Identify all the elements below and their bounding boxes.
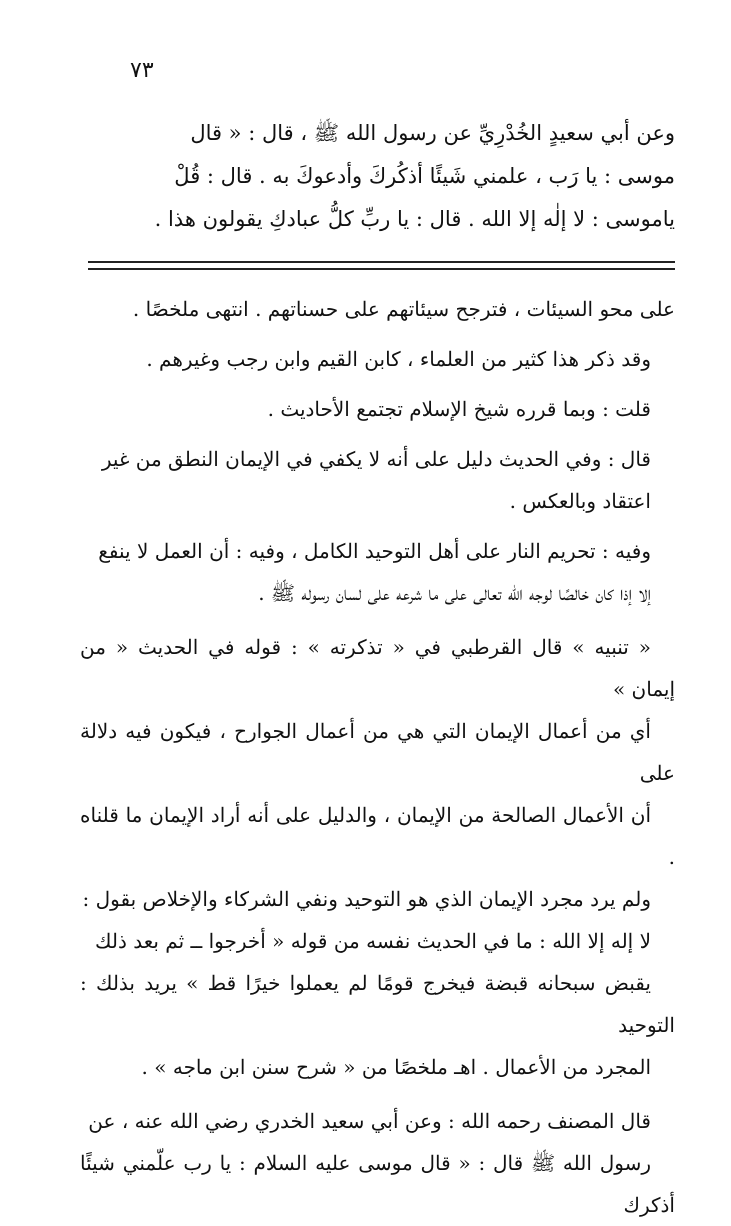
text-line: لا إله إلا الله : ما في الحديث نفسه من قوله « أخرجوا ــ ثم بعد ذلك <box>95 929 651 953</box>
main-text <box>80 288 675 1226</box>
text-line: المجرد من الأعمال . اهـ ملخصًا من « شرح سنن ابن ماجه » . <box>141 1055 651 1079</box>
paragraph-author-hadith <box>80 1100 675 1226</box>
text-line: ولم يرد مجرد الإيمان الذي هو التوحيد ونفي الشركاء والإخلاص بقول : <box>82 887 651 911</box>
text-line: إلا إذا كان خالصًا لوجه الله تعالى على ما شرعه على لسان رسوله ﷺ . <box>258 581 651 605</box>
page-number: ٧٣ <box>130 58 154 83</box>
text-line: على محو السيئات ، فترجح سيئاتهم على حسناتهم . انتهى ملخصًا . <box>132 297 675 321</box>
paragraph-note-qurtubi <box>80 626 675 1088</box>
top-quote-line: ياموسى : لا إلٰه إلا الله . قال : يا ربِّ كلُّ عبادكِ يقولون هذا . <box>154 207 675 231</box>
paragraph-tawhid <box>80 530 675 614</box>
text-line: اعتقاد وبالعكس . <box>509 489 651 513</box>
paragraph-scholars <box>80 338 675 380</box>
text-line: وفيه : تحريم النار على أهل التوحيد الكامل ، وفيه : أن العمل لا ينفع <box>98 539 651 563</box>
text-line: قال : وفي الحديث دليل على أنه لا يكفي في الإيمان النطق من غير <box>101 447 651 471</box>
paragraph-evidence <box>80 438 675 522</box>
text-line: أي من أعمال الإيمان التي هي من أعمال الجوارح ، فيكون فيه دلالة على <box>80 719 675 785</box>
text-line: وقد ذكر هذا كثير من العلماء ، كابن القيم وابن رجب وغيرهم . <box>146 347 651 371</box>
text-line: رسول الله ﷺ قال : « قال موسى عليه السلام : يا رب علّمني شيئًا أذكرك <box>80 1151 675 1217</box>
text-line: قال المصنف رحمه الله : وعن أبي سعيد الخدري رضي الله عنه ، عن <box>88 1109 651 1133</box>
paragraph-reconciliation <box>80 388 675 430</box>
text-line: قلت : وبما قرره شيخ الإسلام تجتمع الأحاديث . <box>267 397 651 421</box>
text-line: يقبض سبحانه قبضة فيخرج قومًا لم يعملوا خيرًا قط » يريد بذلك : التوحيد <box>80 971 675 1037</box>
paragraph-summary <box>80 288 675 330</box>
top-quote-block <box>80 112 675 241</box>
separator-line-lower <box>88 268 675 270</box>
top-quote-line: موسى : يا رَب ، علمني شَيئًا أذكُركَ وأدعوكَ به . قال : قُلْ <box>174 164 675 188</box>
text-line: أن الأعمال الصالحة من الإيمان ، والدليل على أنه أراد الإيمان ما قلناه . <box>80 803 675 869</box>
text-line: « تنبيه » قال القرطبي في « تذكرته » : قوله في الحديث « من إيمان » <box>80 635 675 701</box>
separator-line-upper <box>88 261 675 263</box>
top-quote-line: وعن أبي سعيدٍ الخُدْرِيِّ عن رسول الله ﷺ ، قال : « قال <box>190 121 675 145</box>
